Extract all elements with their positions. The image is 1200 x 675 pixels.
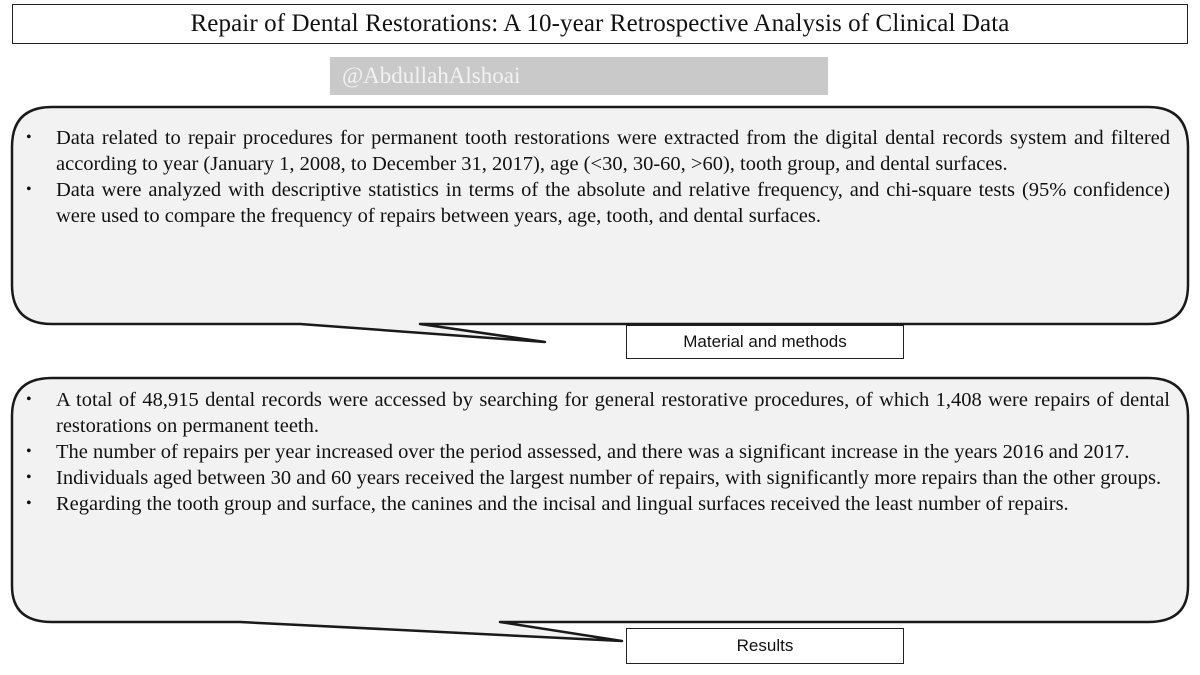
bullet-icon: • [26,443,32,460]
list-item: • A total of 48,915 dental records were accessed by searching for general restorative procedures, of which 1,408 were repairs of dental restorations on permanent teeth. [26,389,1170,437]
list-item: • Data were analyzed with descriptive statistics in terms of the absolute and relative frequency, and chi-square tests (95% confidence) were used to compare the frequency of repairs between years, age, tooth, and dental surfaces. [26,179,1170,227]
list-item: • Data related to repair procedures for permanent tooth restorations were extracted from the digital dental records system and filtered according to year (January 1, 2008, to December 31, 2017), age (<30, 30-60, >60), tooth group, and dental surfaces. [26,127,1170,175]
results-bullet-list [22,387,1170,517]
list-item: • Individuals aged between 30 and 60 years received the largest number of repairs, with significantly more repairs than the other groups. [26,467,1162,489]
bullet-icon: • [26,181,32,198]
list-item: • Regarding the tooth group and surface, the canines and the incisal and lingual surfaces received the least number of repairs. [26,493,1069,515]
page-title: Repair of Dental Restorations: A 10-year Retrospective Analysis of Clinical Data [12,4,1188,44]
bullet-icon: • [26,391,32,408]
methods-bullet-list [22,125,1170,229]
list-item: • The number of repairs per year increased over the period assessed, and there was a significant increase in the years 2016 and 2017. [26,441,1130,463]
bullet-icon: • [26,495,32,512]
bullet-icon: • [26,469,32,486]
watermark: @AbdullahAlshoai [330,57,828,95]
results-label: Results [626,628,904,664]
bullet-icon: • [26,129,32,146]
methods-label: Material and methods [626,325,904,359]
